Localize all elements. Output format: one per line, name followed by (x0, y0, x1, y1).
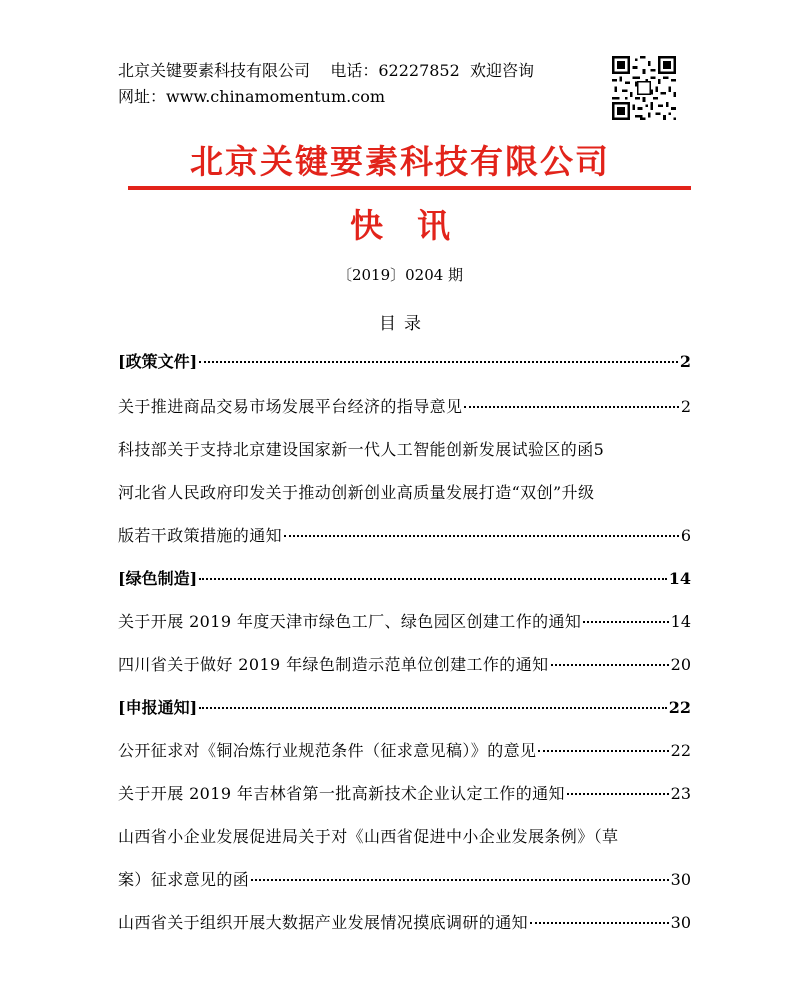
toc-heading: 目录 (379, 314, 429, 334)
toc-page-number: 2 (680, 397, 691, 416)
header-website-line: 网址：www.chinamomentum.com (118, 87, 386, 106)
toc-entry-text: 公开征求对《铜冶炼行业规范条件（征求意见稿）》的意见 (118, 741, 537, 760)
toc-page-number: 22 (668, 698, 691, 717)
toc-entry-text: [政策文件] (118, 352, 198, 371)
leader-dots (199, 578, 667, 580)
toc-page-number: 5 (593, 440, 604, 459)
bulletin-title: 快讯 (350, 206, 484, 245)
toc-entry[interactable] (118, 738, 691, 761)
toc-section[interactable] (118, 349, 691, 372)
toc-entry-text: 山西省关于组织开展大数据产业发展情况摸底调研的通知 (118, 913, 529, 932)
toc-entry[interactable] (118, 781, 691, 804)
toc-page-number: 6 (680, 526, 691, 545)
leader-dots (567, 793, 669, 795)
title-divider (128, 186, 691, 190)
leader-dots (464, 406, 678, 408)
leader-dots (199, 361, 678, 363)
toc-page-number: 30 (670, 913, 691, 932)
toc-entry-text: 关于推进商品交易市场发展平台经济的指导意见 (118, 397, 463, 416)
toc-entry-text: 版若干政策措施的通知 (118, 526, 283, 545)
toc-entry[interactable] (118, 437, 691, 460)
toc-entry-text: 关于开展 2019 年吉林省第一批高新技术企业认定工作的通知 (118, 784, 565, 803)
leader-dots (551, 664, 669, 666)
toc-entry[interactable] (118, 652, 691, 675)
leader-dots (251, 879, 668, 881)
toc-entry[interactable] (118, 609, 691, 632)
company-title: 北京关键要素科技有限公司 (190, 142, 610, 181)
toc-entry-text: [绿色制造] (118, 569, 198, 588)
toc-entry-text: 科技部关于支持北京建设国家新一代人工智能创新发展试验区的函 (118, 440, 594, 459)
toc-entry[interactable] (118, 394, 691, 417)
leader-dots (538, 750, 668, 752)
toc-entry-text: 河北省人民政府印发关于推动创新创业高质量发展打造“双创”升级 (118, 483, 595, 502)
toc-entry-text: [申报通知] (118, 698, 198, 717)
toc-entry-text: 山西省小企业发展促进局关于对《山西省促进中小企业发展条例》（草 (118, 827, 619, 846)
header-contact-line: 北京关键要素科技有限公司 电话：62227852 欢迎咨询 (118, 61, 534, 80)
toc-entry-text: 四川省关于做好 2019 年绿色制造示范单位创建工作的通知 (118, 655, 549, 674)
leader-dots (583, 621, 668, 623)
leader-dots (284, 535, 679, 537)
toc-entry-text: 关于开展 2019 年度天津市绿色工厂、绿色园区创建工作的通知 (118, 612, 582, 631)
qr-code-icon (612, 56, 676, 120)
toc-entry-continuation[interactable] (118, 867, 691, 890)
toc-page-number: 14 (668, 569, 691, 588)
toc-entry[interactable] (118, 824, 691, 847)
toc-page-number: 14 (670, 612, 691, 631)
toc-entry[interactable] (118, 910, 691, 933)
toc-entry[interactable] (118, 480, 691, 503)
toc-page-number: 2 (679, 352, 691, 371)
leader-dots (199, 707, 667, 709)
toc-entry-text: 案）征求意见的函 (118, 870, 250, 889)
toc-section[interactable] (118, 695, 691, 718)
leader-dots (530, 922, 669, 924)
toc-page-number: 22 (670, 741, 691, 760)
toc-section[interactable] (118, 566, 691, 589)
issue-number: 〔2019〕0204 期 (336, 266, 464, 284)
toc-page-number: 23 (670, 784, 691, 803)
toc-page-number: 30 (670, 870, 691, 889)
toc-page-number: 20 (670, 655, 691, 674)
toc-entry-continuation[interactable] (118, 523, 691, 546)
